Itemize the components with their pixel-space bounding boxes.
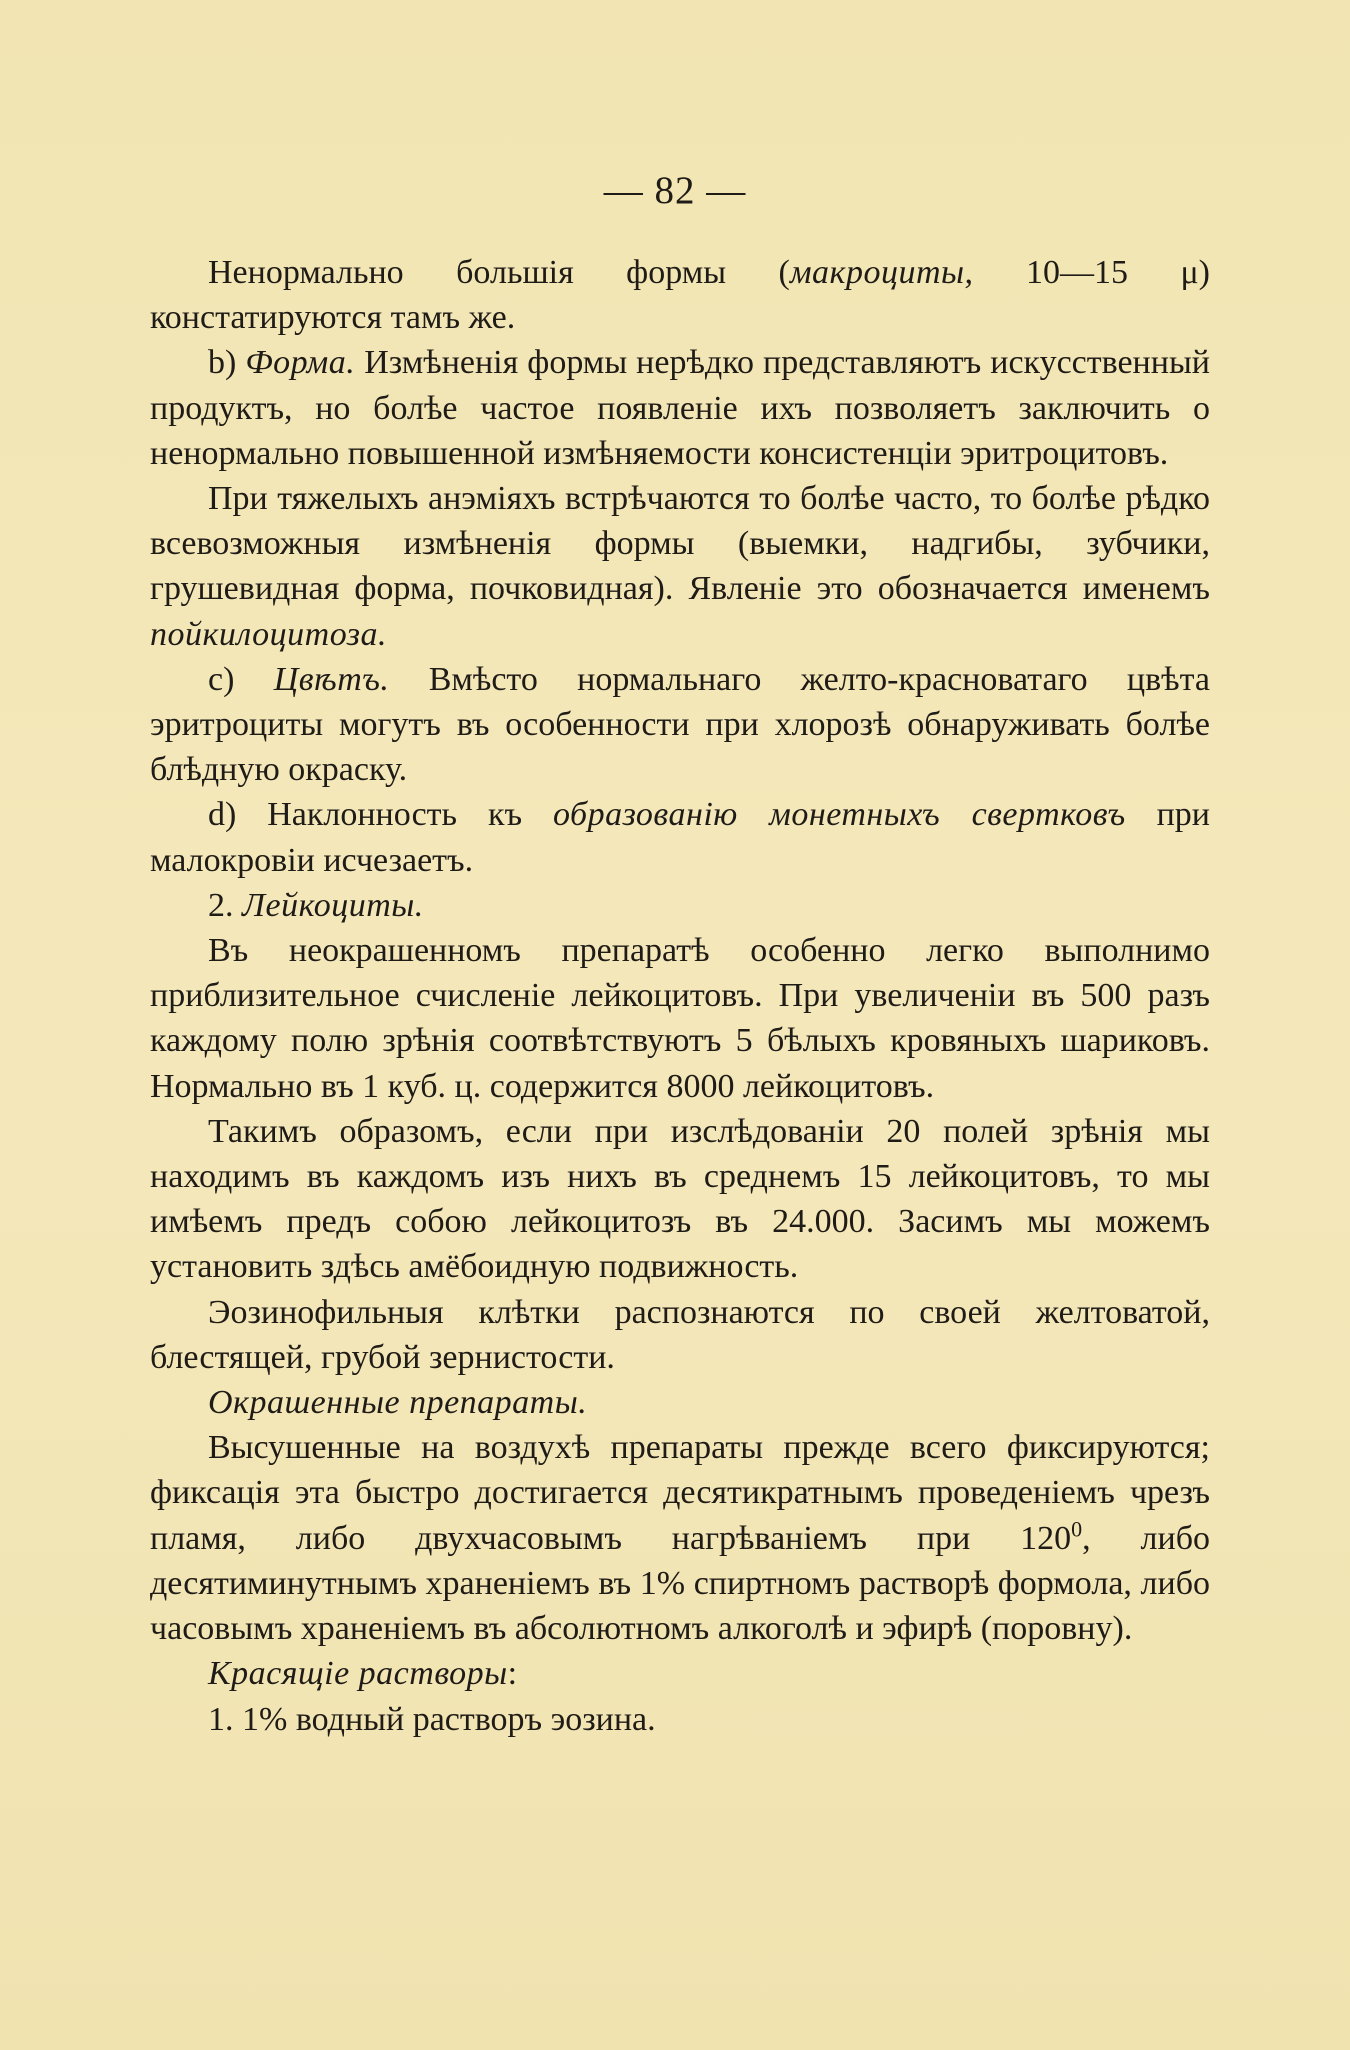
text-run: Въ неокрашенномъ препаратѣ особенно легко выполнимо приблизительное счисленіе лейкоцитовъ. При увеличеніи въ 500 разъ каждому полю зрѣнія соотвѣтствуютъ 5 бѣлыхъ кровяныхъ шариковъ. Нормально въ 1 куб. ц. содержится 8000 лейкоцитовъ. (150, 932, 1210, 1105)
paragraph (150, 657, 1210, 793)
text-run: Красящіе растворы (208, 1655, 508, 1693)
text-run: Эозинофильныя клѣтки распознаются по своей желтоватой, блестящей, грубой зернистости. (150, 1293, 1210, 1376)
text-run: , либо десятиминутнымъ храненіемъ въ 1% спиртномъ растворѣ формола, либо часовымъ храненіемъ въ абсолютномъ алкоголѣ и эфирѣ (поровну). (150, 1519, 1210, 1648)
paragraph (150, 928, 1210, 1109)
paragraph (150, 1651, 1210, 1696)
paragraph (150, 1697, 1210, 1742)
paragraph (150, 792, 1210, 882)
text-run: образованію монетныхъ свертковъ (552, 796, 1126, 834)
text-run: при малокровіи исчезаетъ. (150, 796, 1210, 879)
text-run: Ненормально большія формы ( (208, 254, 790, 291)
page-number: — 82 — (603, 169, 747, 212)
text-run: макроциты, (789, 254, 974, 291)
text-run: Форма. (245, 344, 356, 382)
text-run: Вмѣсто нормальнаго желто-красноватаго цвѣта эритроциты могутъ въ особенности при хлорозѣ обнаруживать болѣе блѣдную окраску. (150, 660, 1210, 789)
paragraph (150, 340, 1210, 476)
text-run: 1. 1% водный растворъ эозина. (208, 1700, 656, 1738)
text-run: Лейкоциты. (242, 886, 424, 924)
text-run: пойкилоцитоза. (150, 615, 388, 653)
text-run: Окрашенные препараты. (208, 1384, 588, 1422)
paragraph (150, 883, 1210, 928)
text-run: : (507, 1655, 518, 1693)
page-body (150, 250, 1210, 1742)
text-run: c) (208, 660, 274, 698)
text-run: Высушенные на воздухѣ препараты прежде всего фиксируются; фиксація эта быстро достигается десятикратнымъ проведеніемъ чрезъ пламя, либо двухчасовымъ нагрѣваніемъ при 120 (150, 1429, 1210, 1557)
text-run: 10—15 μ) констатируются тамъ же. (150, 254, 1211, 337)
text-run: При тяжелыхъ анэміяхъ встрѣчаются то болѣе часто, то болѣе рѣдко всевозможныя измѣненія формы (выемки, надгибы, зубчики, грушевидная форма, почковидная). Явленіе это обозначается именемъ (150, 480, 1210, 608)
text-run: b) (208, 344, 246, 382)
text-run: 2. (208, 886, 242, 924)
paragraph (150, 1290, 1210, 1380)
text-run: 0 (1071, 1516, 1083, 1542)
paragraph (150, 476, 1210, 657)
paragraph (150, 1425, 1210, 1651)
text-run: Цвѣтъ. (273, 660, 390, 698)
text-run: Измѣненія формы нерѣдко представляютъ искусственный продуктъ, но болѣе частое появленіе ихъ позволяетъ заключить о ненормально повышенной измѣняемости консистенціи эритроцитовъ. (150, 344, 1210, 472)
paragraph (150, 250, 1210, 340)
text-run: d) Наклонность къ (208, 796, 553, 834)
paragraph (150, 1109, 1210, 1290)
paragraph (150, 1380, 1210, 1425)
text-run: Такимъ образомъ, если при изслѣдованіи 20 полей зрѣнія мы находимъ въ каждомъ изъ нихъ въ среднемъ 15 лейкоцитовъ, то мы имѣемъ предъ собою лейкоцитозъ въ 24.000. Засимъ мы можемъ установить здѣсь амёбоидную подвижность. (150, 1112, 1210, 1286)
